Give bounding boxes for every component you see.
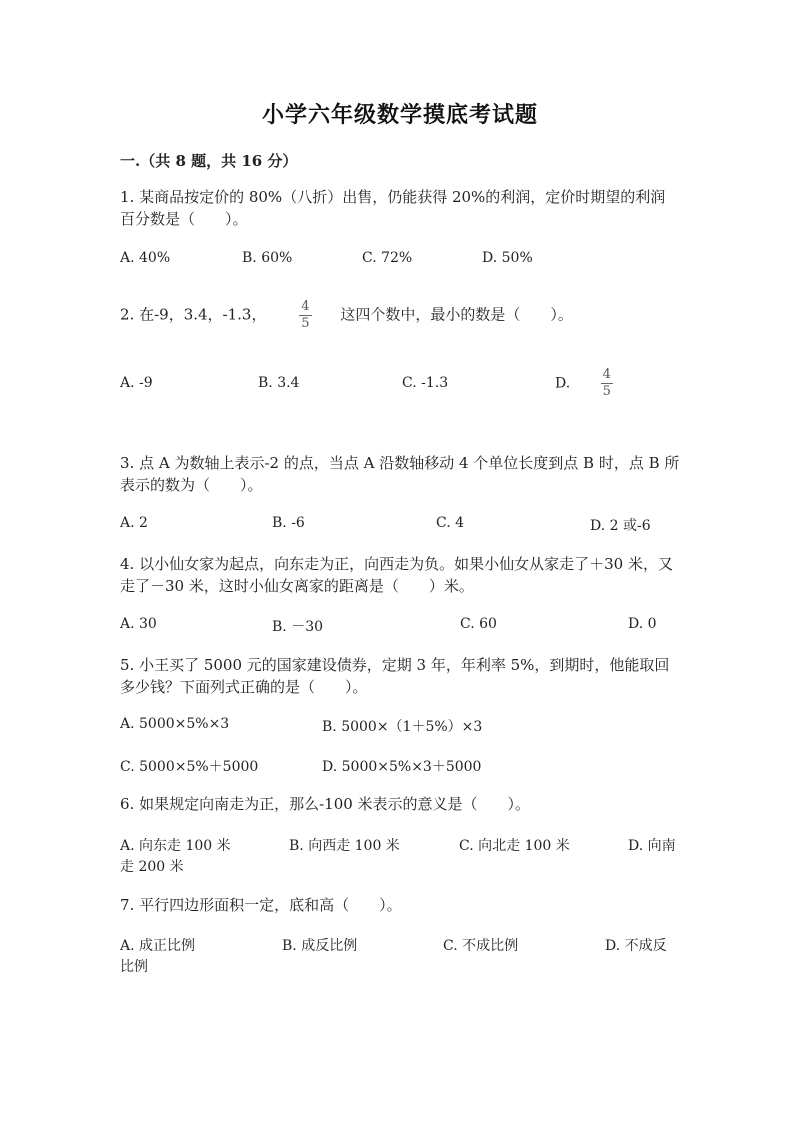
q1-option-a[interactable]: A. 40% xyxy=(120,250,171,266)
question-6: 6. 如果规定向南走为正，那么-100 米表示的意义是（ ）。 xyxy=(120,795,531,813)
q4-option-a[interactable]: A. 30 xyxy=(120,616,157,632)
q7-option-c[interactable]: C. 不成比例 xyxy=(443,938,519,954)
q2-option-d-label: D. xyxy=(555,375,571,392)
q2-text-after: 这四个数中，最小的数是（ ）。 xyxy=(340,305,573,324)
q2-option-d-denominator: 5 xyxy=(602,384,611,399)
q4-option-d[interactable]: D. 0 xyxy=(628,616,657,632)
q2-option-b[interactable]: B. 3.4 xyxy=(258,375,300,391)
section-heading: 一.（共 8 题，共 16 分） xyxy=(120,152,298,170)
q2-fraction-denominator: 5 xyxy=(301,316,310,331)
q3-option-d[interactable]: D. 2 或-6 xyxy=(590,518,651,534)
q7-option-a[interactable]: A. 成正比例 xyxy=(120,938,196,954)
q2-option-d-fraction xyxy=(601,368,613,399)
q2-option-d[interactable] xyxy=(555,368,613,399)
q2-fraction-numerator: 4 xyxy=(301,299,310,314)
question-5: 5. 小王买了 5000 元的国家建设债券，定期 3 年，年利率 5%，到期时，他能取回多少钱？下面列式正确的是（ ）。 xyxy=(120,656,670,696)
q3-option-a[interactable]: A. 2 xyxy=(120,515,148,531)
question-1: 1. 某商品按定价的 80%（八折）出售，仍能获得 20%的利润，定价时期望的利润百分数是（ ）。 xyxy=(120,188,666,228)
q5-option-d[interactable]: D. 5000×5%×3＋5000 xyxy=(322,759,482,775)
q3-option-c[interactable]: C. 4 xyxy=(436,515,465,531)
question-3: 3. 点 A 为数轴上表示-2 的点，当点 A 沿数轴移动 4 个单位长度到点 B 时，点 B 所表示的数为（ ）。 xyxy=(120,454,680,494)
q5-option-b[interactable]: B. 5000×（1＋5%）×3 xyxy=(322,719,483,735)
q6-option-d[interactable]: D. 向南 xyxy=(628,838,676,854)
q6-option-a[interactable]: A. 向东走 100 米 xyxy=(120,838,231,854)
question-4: 4. 以小仙女家为起点，向东走为正，向西走为负。如果小仙女从家走了＋30 米，又走了－30 米，这时小仙女离家的距离是（ ）米。 xyxy=(120,555,673,595)
q4-option-c[interactable]: C. 60 xyxy=(460,616,497,632)
q5-option-a[interactable]: A. 5000×5%×3 xyxy=(120,716,230,732)
q7-option-b[interactable]: B. 成反比例 xyxy=(282,938,358,954)
q5-option-c[interactable]: C. 5000×5%＋5000 xyxy=(120,759,259,775)
q6-option-d-continued[interactable]: 走 200 米 xyxy=(120,859,184,875)
q2-option-a[interactable]: A. -9 xyxy=(120,375,153,391)
question-2 xyxy=(120,300,680,331)
q2-option-d-numerator: 4 xyxy=(602,367,611,382)
q6-option-b[interactable]: B. 向西走 100 米 xyxy=(289,838,400,854)
page-title: 小学六年级数学摸底考试题 xyxy=(261,102,538,128)
q7-option-d[interactable]: D. 不成反 xyxy=(605,938,667,954)
q6-option-c[interactable]: C. 向北走 100 米 xyxy=(459,838,570,854)
q3-option-b[interactable]: B. -6 xyxy=(272,515,305,531)
q1-option-b[interactable]: B. 60% xyxy=(242,250,293,266)
q4-option-b[interactable]: B. －30 xyxy=(272,619,324,635)
q1-option-d[interactable]: D. 50% xyxy=(482,250,533,266)
q1-option-c[interactable]: C. 72% xyxy=(362,250,413,266)
q2-text-before: 2. 在-9，3.4，-1.3， xyxy=(120,305,267,324)
question-7: 7. 平行四边形面积一定，底和高（ ）。 xyxy=(120,896,402,914)
q2-fraction xyxy=(299,300,311,331)
q2-option-c[interactable]: C. -1.3 xyxy=(402,375,449,391)
q7-option-d-continued[interactable]: 比例 xyxy=(120,959,148,975)
